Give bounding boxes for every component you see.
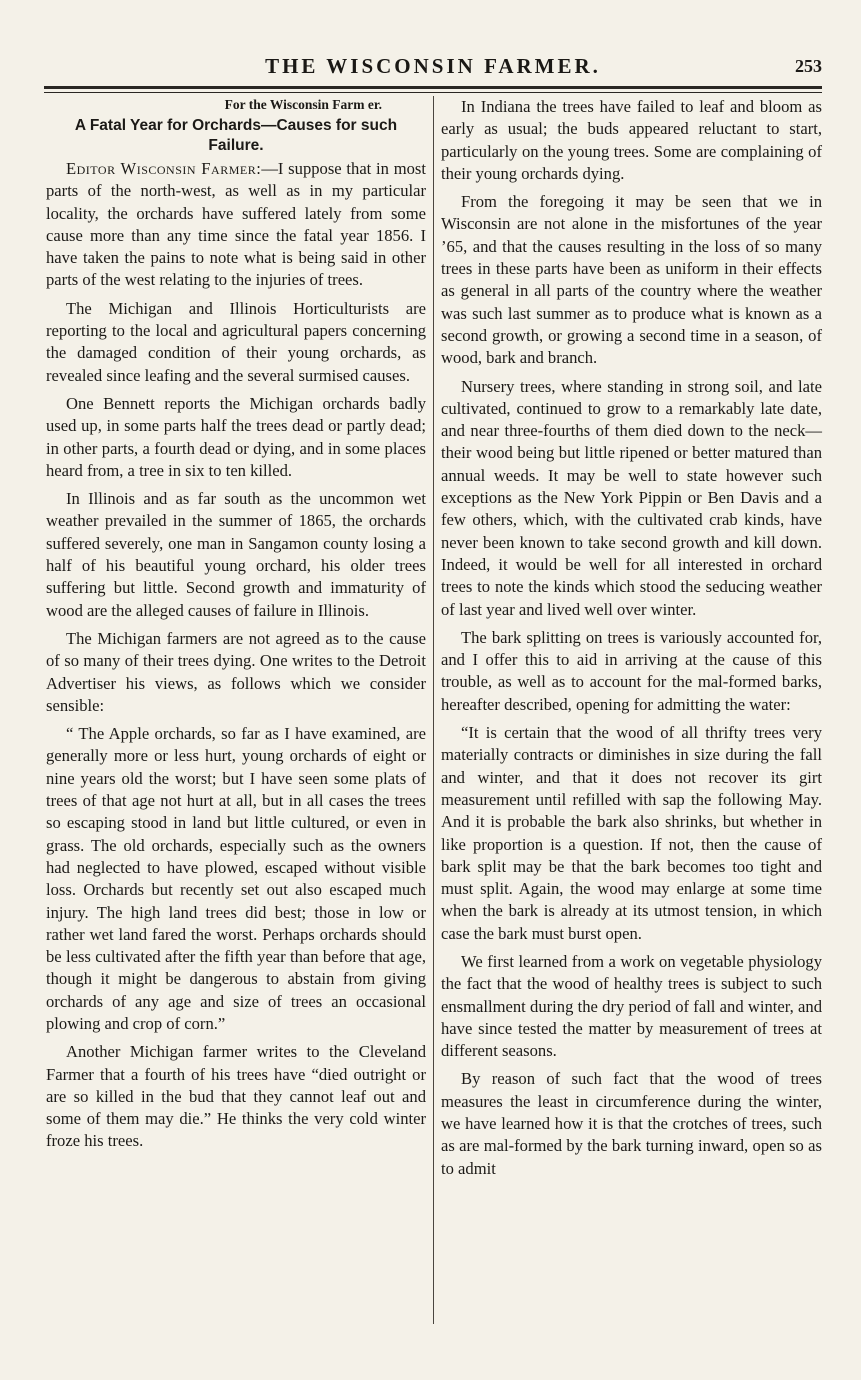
paragraph: “It is certain that the wood of all thrifty trees very materially contracts or diminishes in size during the fall and winter, and that it does not recover its girt measurement until refilled with sap the following May. And it is probable the bark also shrinks, but whether in like proportion is a question. If not, then the cause of bark split may be that the bark becomes too tight and must split. Again, the wood may enlarge at some time when the bark is already at its utmost tension, in which case the bark must burst open. <box>441 723 822 943</box>
source-attribution: For the Wisconsin Farm er. <box>224 97 382 112</box>
article-headline: A Fatal Year for Orchards—Causes for such Failure. <box>74 117 398 154</box>
paragraph: In Illinois and as far south as the uncommon wet weather prevailed in the summer of 1865, the orchards suffered severely, one man in Sangamon county losing a half of his beautiful young orchard, his older trees suffering but little. Second growth and immaturity of wood are the alleged causes of failure in Illinois. <box>46 489 426 620</box>
paragraph: In Indiana the trees have failed to leaf and bloom as early as usual; the buds appeared reluctant to start, particularly on the young trees. Some are complaining of their young orchards dying. <box>441 97 822 183</box>
paragraph: “ The Apple orchards, so far as I have examined, are generally more or less hurt, young orchards of eight or nine years old the worst; but I have seen some plats of trees of that age not hurt at all, but in all cases the trees so escaping stood in land but little cultured, or even in grass. The old orchards, especially such as the owners had neglected to have plowed, escaped without visible loss. Orchards but recently set out also escaped much injury. The high land trees did best; those in low or rather wet land fared the worst. Perhaps orchards should be less cultivated after the fifth year than before that age, though it might be dangerous to abstain from giving orchards of any age and size of trees an occasional plowing and crop of corn.” <box>46 724 426 1033</box>
right-column <box>441 96 822 1186</box>
header-rule-thick <box>44 86 822 89</box>
paragraph: The bark splitting on trees is variously accounted for, and I offer this to aid in arriving at the cause of this trouble, as well as to account for the mal-formed barks, hereafter described, opening for admitting the water: <box>441 627 822 714</box>
paragraph: The Michigan and Illinois Horticulturists are reporting to the local and agricultural papers concerning the damaged condition of their young orchards, as revealed since leafing and the several surmised causes. <box>46 298 426 385</box>
paragraph: We first learned from a work on vegetable physiology the fact that the wood of healthy trees is subject to such ensmallment during the dry period of fall and winter, and have since tested the matter by measurement of trees at different seasons. <box>441 951 822 1061</box>
column-divider <box>433 96 434 1324</box>
paragraph: Nursery trees, where standing in strong soil, and late cultivated, continued to grow to a remarkably late date, and near three-fourths of them died down to the neck—their wood being but little ripened or better matured than annual weeds. It may be well to state however such exceptions as the New York Pippin or Ben Davis and a few others, which, with the cultivated crab kinds, have never been known to take second growth and kill down. Indeed, it would be well for all interested in orchard trees to note the kinds which stood the seducing weather of last year and lived well over winter. <box>441 376 822 619</box>
paragraph: The Michigan farmers are not agreed as to the cause of so many of their trees dying. One writes to the Detroit Advertiser his views, as follows which we consider sensible: <box>46 628 426 715</box>
header-rule-thin <box>44 92 822 93</box>
page-header <box>44 52 822 86</box>
paragraph-text: —I suppose that in most parts of the north-west, as well as in my particular locality, the orchards have suffered lately from some cause more than any time since the fatal year 1856. I have taken the pains to note what is being said in other parts of the west relating to the injuries of trees. <box>46 159 426 290</box>
paragraph: From the foregoing it may be seen that we in Wisconsin are not alone in the misfortunes of the year ’65, and that the causes resulting in the loss of so many trees in these parts have been as uniform in their effects as general in all parts of the country where the weather was such last summer as to produce what is known as a second growth, or growing a second time in a season, of wood, bark and branch. <box>441 192 822 368</box>
left-column <box>46 96 426 1159</box>
publication-title: THE WISCONSIN FARMER. <box>265 54 601 78</box>
paragraph: Another Michigan farmer writes to the Cleveland Farmer that a fourth of his trees have “died outright or are so killed in the bud that they cannot leaf out and some of them may die.” He thinks the very cold winter froze his trees. <box>46 1042 426 1151</box>
paragraph: One Bennett reports the Michigan orchards badly used up, in some parts half the trees dead or partly dead; in other parts, a fourth dead or dying, and in some places heard from, a tree in six to ten killed. <box>46 393 426 480</box>
salutation: Editor Wisconsin Farmer: <box>66 159 262 178</box>
paragraph <box>46 158 426 292</box>
paragraph: By reason of such fact that the wood of trees measures the least in circumference during the winter, we have learned how it is that the crotches of trees, such as are mal-formed by the bark turning inward, open so as to admit <box>441 1069 822 1178</box>
page-number: 253 <box>795 56 822 76</box>
